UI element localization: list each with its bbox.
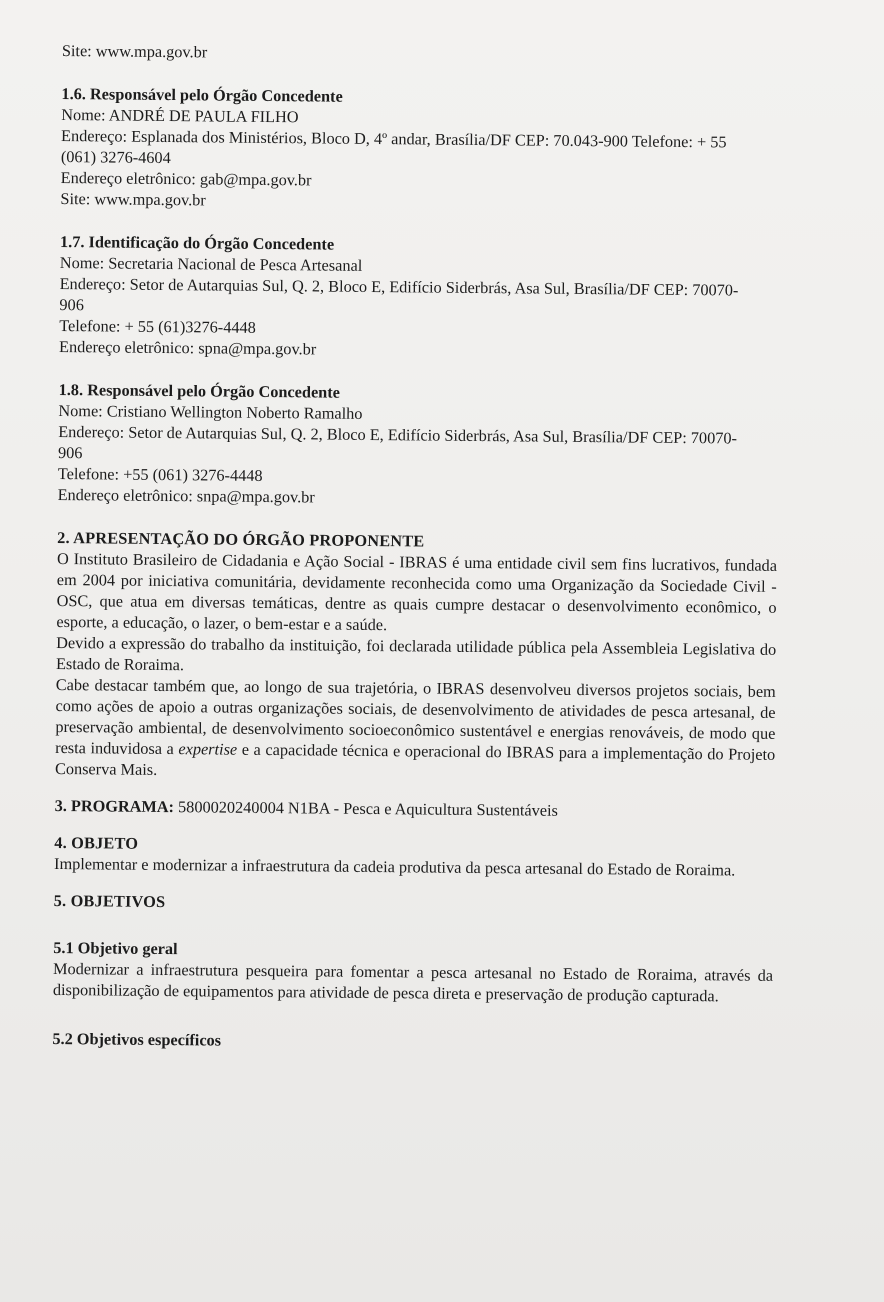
section-1-6-endereco-cont: (061) 3276-4604 bbox=[60, 146, 171, 168]
section-1-7-telefone: Telefone: + 55 (61)3276-4448 bbox=[59, 315, 256, 337]
section-5-2-heading: 5.2 Objetivos específicos bbox=[52, 1028, 222, 1050]
section-1-6-email: Endereço eletrônico: gab@mpa.gov.br bbox=[60, 167, 312, 190]
document-content bbox=[52, 40, 782, 1056]
section-4 bbox=[54, 832, 774, 881]
section-1-6-heading: 1.6. Responsável pelo Órgão Concedente bbox=[61, 83, 343, 106]
section-2-paragraph-2: Devido a expressão do trabalho da instituição, foi declarada utilidade pública pela Assembleia Legislativa do Estado de Roraima. bbox=[55, 632, 777, 675]
section-1-7-email: Endereço eletrônico: spna@mpa.gov.br bbox=[58, 336, 317, 359]
section-1-8-endereco-cont: 906 bbox=[57, 442, 83, 463]
section-3-line bbox=[55, 795, 775, 823]
section-1-8-telefone: Telefone: +55 (061) 3276-4448 bbox=[57, 463, 263, 485]
section-1-7 bbox=[59, 231, 780, 364]
section-4-heading: 4. OBJETO bbox=[54, 832, 139, 853]
site-line: Site: www.mpa.gov.br bbox=[61, 40, 208, 62]
program-value: 5800020240004 N1BA - Pesca e Aquicultura Sustentáveis bbox=[173, 797, 559, 820]
section-2-paragraph-1: O Instituto Brasileiro de Cidadania e Ação Social - IBRAS é uma entidade civil sem fins lucrativos, fundada em 2004 por iniciativa comunitária, devidamente reconhecida como uma Organização da Sociedade Civil - OSC, que atua em diversas temáticas, dentre as quais cumpre destacar o desenvolvimento econômico, o esporte, a educação, o lazer, o bem-estar e a saúde. bbox=[56, 548, 778, 635]
section-5-1-text: Modernizar a infraestrutura pesqueira para fomentar a pesca artesanal no Estado de Roraima, através da disponibilização de equipamentos para atividade de pesca direta e preservação de produção capturada. bbox=[52, 958, 774, 1006]
section-1-7-endereco: Endereço: Setor de Autarquias Sul, Q. 2, Bloco E, Edifício Siderbrás, Asa Sul, Brasília/DF CEP: 70070- bbox=[59, 273, 739, 300]
section-2-heading: 2. APRESENTAÇÃO DO ÓRGÃO PROPONENTE bbox=[57, 527, 425, 551]
section-2-paragraph-3 bbox=[55, 674, 776, 786]
section-1-8-email: Endereço eletrônico: snpa@mpa.gov.br bbox=[57, 484, 315, 507]
section-3 bbox=[55, 795, 775, 823]
section-1-8-endereco: Endereço: Setor de Autarquias Sul, Q. 2, Bloco E, Edifício Siderbrás, Asa Sul, Brasília/DF CEP: 70070- bbox=[58, 421, 738, 448]
section-1-6-nome: Nome: ANDRÉ DE PAULA FILHO bbox=[61, 104, 299, 127]
section-1-7-heading: 1.7. Identificação do Órgão Concedente bbox=[59, 231, 335, 254]
section-2 bbox=[55, 527, 777, 786]
section-1-8-heading: 1.8. Responsável pelo Órgão Concedente bbox=[58, 379, 341, 402]
section-5-1-heading: 5.1 Objetivo geral bbox=[53, 937, 178, 959]
section-5-heading: 5. OBJETIVOS bbox=[53, 890, 166, 912]
section-1-6 bbox=[60, 83, 781, 216]
section-1-8-nome: Nome: Cristiano Wellington Noberto Ramalho bbox=[58, 400, 363, 423]
section-2-paragraph-3-part-b: e a capacidade técnica e operacional do IBRAS para a implementação do Projeto Conserva Mais. bbox=[54, 739, 776, 779]
section-1-6-endereco: Endereço: Esplanada dos Ministérios, Bloco D, 4º andar, Brasília/DF CEP: 70.043-900 Telefone: + 55 bbox=[60, 125, 727, 152]
section-1-6-site: Site: www.mpa.gov.br bbox=[60, 188, 206, 210]
expertise-term: expertise bbox=[178, 739, 238, 759]
section-1-8 bbox=[58, 379, 779, 512]
program-label: 3. PROGRAMA: bbox=[54, 795, 175, 817]
section-4-text: Implementar e modernizar a infraestrutura da cadeia produtiva da pesca artesanal do Estado de Roraima. bbox=[54, 853, 736, 880]
section-1-7-nome: Nome: Secretaria Nacional de Pesca Artesanal bbox=[59, 252, 363, 275]
section-1-7-endereco-cont: 906 bbox=[59, 294, 84, 315]
section-5 bbox=[52, 890, 773, 1056]
section-2-paragraph-3-part-a: Cabe destacar também que, ao longo de sua trajetória, o IBRAS desenvolveu diversos projetos sociais, bem como ações de apoio a outras organizações sociais, de desenvolvimento de atividades de pesca artesanal, de preservação ambiental, de desenvolvimento socioeconômico sustentável e energias renováveis, de modo que resta induvidosa a bbox=[55, 674, 776, 759]
